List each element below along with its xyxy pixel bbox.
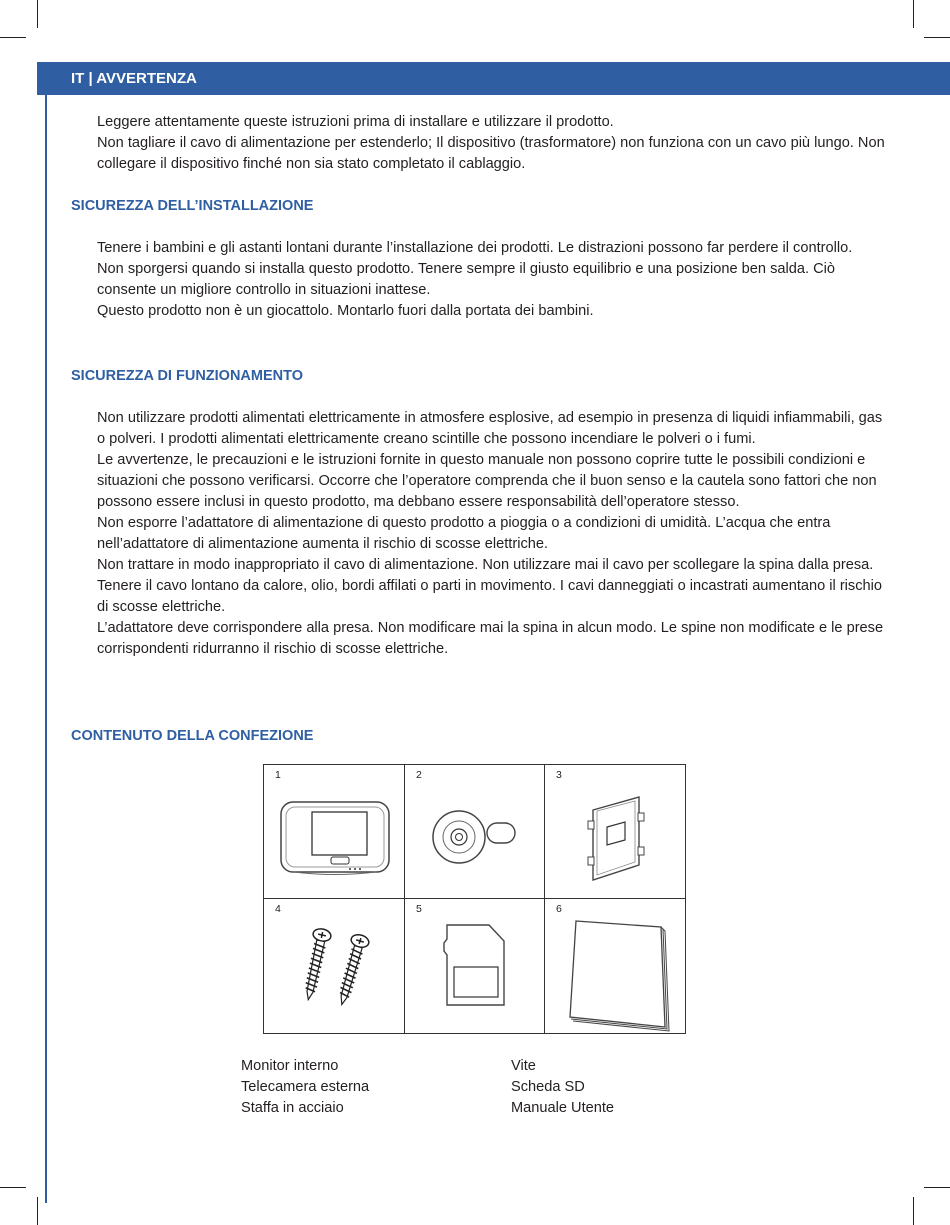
package-item-cell [405, 899, 545, 1033]
crop-mark [913, 1197, 914, 1225]
package-item-cell [264, 899, 405, 1033]
item-number: 6 [556, 903, 562, 915]
crop-mark [37, 1197, 38, 1225]
screws-icon [264, 899, 405, 1035]
section-title-operating-safety: SICUREZZA DI FUNZIONAMENTO [71, 368, 303, 384]
page-title: IT | AVVERTENZA [71, 70, 197, 87]
package-contents-grid [263, 764, 686, 1034]
crop-mark [924, 37, 950, 38]
operating-paragraph: L’adattatore deve corrispondere alla presa. Non modificare mai la spina in alcun modo. Le spine non modificate e le prese corrispondenti ridurranno il rischio di scosse elettriche. [97, 620, 884, 657]
legend-item: Manuale Utente [511, 1100, 615, 1116]
operating-paragraph: Non utilizzare prodotti alimentati elettricamente in atmosfere esplosive, ad esempio in presenza di liquidi infiammabili, gas o polveri. I prodotti alimentati elettricamente creano scintille che possono incendiare le polveri o i fumi. [97, 410, 883, 447]
package-item-cell [405, 765, 545, 899]
item-number: 5 [416, 903, 422, 915]
outdoor-camera-icon [405, 765, 545, 899]
intro-paragraph: Non tagliare il cavo di alimentazione per estenderlo; Il dispositivo (trasformatore) non funziona con un cavo più lungo. Non collegare il dispositivo finché non sia stato completato il cablaggio. [97, 135, 885, 172]
user-manual-icon [545, 899, 686, 1035]
item-number: 2 [416, 769, 422, 781]
package-item-cell [264, 765, 405, 899]
installation-safety-text [97, 238, 887, 322]
installation-paragraph: Questo prodotto non è un giocattolo. Montarlo fuori dalla portata dei bambini. [97, 303, 594, 319]
legend-item: Telecamera esterna [241, 1079, 370, 1095]
page-header-banner [37, 62, 950, 95]
indoor-monitor-icon [264, 765, 405, 899]
crop-mark [0, 1187, 26, 1188]
steel-bracket-icon [545, 765, 686, 899]
operating-safety-text [97, 408, 887, 660]
crop-mark [913, 0, 914, 28]
item-number: 1 [275, 769, 281, 781]
package-legend-right [511, 1056, 614, 1119]
crop-mark [924, 1187, 950, 1188]
package-item-cell [545, 765, 685, 899]
installation-paragraph: Non sporgersi quando si installa questo prodotto. Tenere sempre il giusto equilibrio e una posizione ben salda. Ciò consente un migliore controllo in situazioni inattese. [97, 261, 835, 298]
legend-item: Scheda SD [511, 1079, 585, 1095]
legend-item: Staffa in acciaio [241, 1100, 344, 1116]
package-item-cell [545, 899, 685, 1033]
operating-paragraph: Non esporre l’adattatore di alimentazione di questo prodotto a pioggia o a condizioni di umidità. L’acqua che entra nell’adattatore di alimentazione aumenta il rischio di scosse elettriche. [97, 515, 831, 552]
intro-paragraph: Leggere attentamente queste istruzioni prima di installare e utilizzare il prodotto. [97, 114, 614, 130]
sd-card-icon [405, 899, 545, 1035]
section-title-installation-safety: SICUREZZA DELL’INSTALLAZIONE [71, 198, 314, 214]
section-title-package-contents: CONTENUTO DELLA CONFEZIONE [71, 728, 314, 744]
crop-mark [37, 0, 38, 28]
legend-item: Vite [511, 1058, 536, 1074]
operating-paragraph: Le avvertenze, le precauzioni e le istruzioni fornite in questo manuale non possono coprire tutte le possibili condizioni e situazioni che possono verificarsi. Occorre che l’operatore comprenda che il buon senso e la cautela sono fattori che non possono essere inclusi in questo prodotto, ma debbano essere responsabilità dell’operatore stesso. [97, 452, 877, 510]
left-margin-rule [45, 95, 47, 1203]
intro-text [97, 112, 887, 175]
item-number: 3 [556, 769, 562, 781]
package-legend-left [241, 1056, 369, 1119]
item-number: 4 [275, 903, 281, 915]
operating-paragraph: Non trattare in modo inappropriato il cavo di alimentazione. Non utilizzare mai il cavo per scollegare la spina dalla presa. Tenere il cavo lontano da calore, olio, bordi affilati o parti in movimento. I cavi danneggiati o incastrati aumentano il rischio di scosse elettriche. [97, 557, 882, 615]
installation-paragraph: Tenere i bambini e gli astanti lontani durante l’installazione dei prodotti. Le distrazioni possono far perdere il controllo. [97, 240, 853, 256]
crop-mark [0, 37, 26, 38]
legend-item: Monitor interno [241, 1058, 339, 1074]
